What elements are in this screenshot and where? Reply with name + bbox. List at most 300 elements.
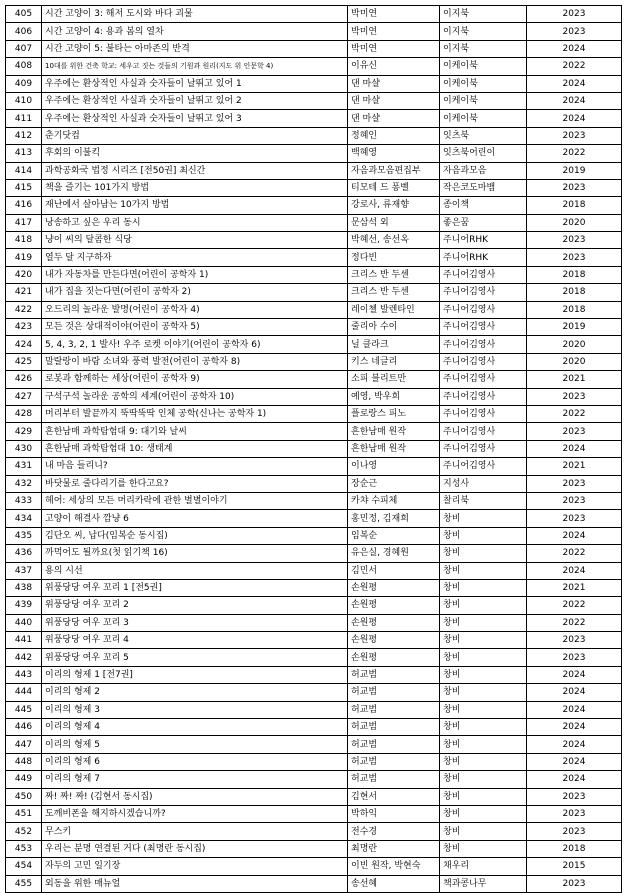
cell-number: 426	[6, 371, 42, 388]
cell-number: 437	[6, 562, 42, 579]
cell-number: 406	[6, 23, 42, 40]
table-row	[6, 92, 622, 109]
cell-publisher: 이지북	[440, 6, 527, 23]
cell-year: 2024	[527, 771, 622, 788]
cell-title: 춘기닷컴	[42, 127, 348, 144]
cell-title: 구석구석 놀라운 공학의 세계(어린이 공학자 10)	[42, 388, 348, 405]
cell-year: 2019	[527, 162, 622, 179]
table-row	[6, 284, 622, 301]
cell-year: 2024	[527, 92, 622, 109]
cell-title: 위풍당당 여우 꼬리 4	[42, 632, 348, 649]
cell-author: 손원평	[348, 579, 440, 596]
cell-year: 2023	[527, 249, 622, 266]
table-row	[6, 475, 622, 492]
table-row	[6, 127, 622, 144]
cell-year: 2024	[527, 666, 622, 683]
table-row	[6, 301, 622, 318]
cell-number: 439	[6, 597, 42, 614]
cell-title: 자두의 고민 일기장	[42, 858, 348, 875]
cell-year: 2021	[527, 458, 622, 475]
cell-number: 428	[6, 405, 42, 422]
cell-number: 434	[6, 510, 42, 527]
cell-title: 로봇과 함께하는 세상(어린이 공학자 9)	[42, 371, 348, 388]
table-row	[6, 684, 622, 701]
cell-publisher: 이케이북	[440, 92, 527, 109]
table-row	[6, 214, 622, 231]
cell-title: 오드리의 놀라운 발명(어린이 공학자 4)	[42, 301, 348, 318]
cell-year: 2023	[527, 232, 622, 249]
cell-publisher: 좋은꿈	[440, 214, 527, 231]
cell-publisher: 창비	[440, 823, 527, 840]
cell-author: 박미연	[348, 23, 440, 40]
table-row	[6, 545, 622, 562]
cell-title: 위풍당당 여우 꼬리 2	[42, 597, 348, 614]
cell-author: 카챠 수피체	[348, 492, 440, 509]
cell-title: 이리의 형제 2	[42, 684, 348, 701]
cell-publisher: 주니어김영사	[440, 301, 527, 318]
cell-year: 2023	[527, 423, 622, 440]
table-row	[6, 736, 622, 753]
cell-title: 이리의 형제 1 [전7권]	[42, 666, 348, 683]
cell-number: 432	[6, 475, 42, 492]
table-row	[6, 336, 622, 353]
cell-author: 닐 클라크	[348, 336, 440, 353]
cell-author: 허교범	[348, 753, 440, 770]
cell-publisher: 이지북	[440, 40, 527, 57]
cell-number: 419	[6, 249, 42, 266]
cell-author: 문삼석 외	[348, 214, 440, 231]
cell-year: 2022	[527, 597, 622, 614]
cell-year: 2023	[527, 510, 622, 527]
cell-publisher: 채우리	[440, 858, 527, 875]
cell-year: 2023	[527, 23, 622, 40]
cell-number: 413	[6, 145, 42, 162]
cell-title: 시간 고양이 4: 용과 봄의 열차	[42, 23, 348, 40]
cell-publisher: 지성사	[440, 475, 527, 492]
cell-number: 440	[6, 614, 42, 631]
cell-publisher: 주니어RHK	[440, 249, 527, 266]
cell-title: 이리의 형제 4	[42, 719, 348, 736]
cell-title: 5, 4, 3, 2, 1 발사! 우주 로켓 이야기(어린이 공학자 6)	[42, 336, 348, 353]
cell-publisher: 창비	[440, 527, 527, 544]
cell-number: 454	[6, 858, 42, 875]
cell-number: 425	[6, 353, 42, 370]
cell-title: 모든 것은 상대적이야(어린이 공학자 5)	[42, 319, 348, 336]
cell-publisher: 창비	[440, 666, 527, 683]
cell-number: 409	[6, 75, 42, 92]
cell-title: 시간 고양이 3: 해저 도시와 바다 괴물	[42, 6, 348, 23]
cell-number: 438	[6, 579, 42, 596]
cell-year: 2024	[527, 527, 622, 544]
cell-year: 2023	[527, 492, 622, 509]
cell-author: 크리스 반 두센	[348, 284, 440, 301]
table-row	[6, 405, 622, 422]
cell-author: 소피 블리트만	[348, 371, 440, 388]
cell-author: 레이첼 발렌타인	[348, 301, 440, 318]
cell-year: 2023	[527, 805, 622, 822]
cell-author: 허교범	[348, 736, 440, 753]
cell-number: 416	[6, 197, 42, 214]
cell-title: 위풍당당 여우 꼬리 5	[42, 649, 348, 666]
cell-publisher: 창비	[440, 649, 527, 666]
cell-year: 2022	[527, 405, 622, 422]
cell-number: 453	[6, 840, 42, 857]
table-row	[6, 6, 622, 23]
cell-title: 위풍당당 여우 꼬리 3	[42, 614, 348, 631]
cell-title: 재난에서 살아남는 10가지 방법	[42, 197, 348, 214]
table-row	[6, 179, 622, 196]
table-row	[6, 632, 622, 649]
table-row	[6, 858, 622, 875]
cell-year: 2024	[527, 40, 622, 57]
cell-year: 2020	[527, 353, 622, 370]
table-row	[6, 232, 622, 249]
cell-title: 헤어: 세상의 모든 머리카락에 관한 별별이야기	[42, 492, 348, 509]
table-row	[6, 319, 622, 336]
table-row	[6, 58, 622, 75]
cell-author: 송선혜	[348, 875, 440, 892]
cell-publisher: 잇츠북어린이	[440, 145, 527, 162]
table-row	[6, 145, 622, 162]
table-row	[6, 75, 622, 92]
table-row	[6, 249, 622, 266]
table-row	[6, 492, 622, 509]
cell-year: 2023	[527, 649, 622, 666]
cell-number: 451	[6, 805, 42, 822]
cell-author: 손원평	[348, 597, 440, 614]
cell-number: 442	[6, 649, 42, 666]
cell-publisher: 주니어김영사	[440, 405, 527, 422]
cell-number: 412	[6, 127, 42, 144]
cell-title: 우주에는 환상적인 사실과 숫자들이 날뛰고 있어 2	[42, 92, 348, 109]
cell-title: 시간 고양이 5: 불타는 아마존의 반격	[42, 40, 348, 57]
cell-publisher: 주니어김영사	[440, 336, 527, 353]
table-row	[6, 388, 622, 405]
cell-year: 2022	[527, 145, 622, 162]
cell-publisher: 창비	[440, 545, 527, 562]
table-row	[6, 40, 622, 57]
cell-number: 441	[6, 632, 42, 649]
cell-publisher: 이케이북	[440, 58, 527, 75]
table-row	[6, 771, 622, 788]
cell-author: 이빈 원작, 박현숙	[348, 858, 440, 875]
cell-year: 2023	[527, 823, 622, 840]
cell-title: 도깨비폰을 해지하시겠습니까?	[42, 805, 348, 822]
cell-number: 430	[6, 440, 42, 457]
cell-year: 2022	[527, 545, 622, 562]
cell-publisher: 창비	[440, 579, 527, 596]
cell-number: 411	[6, 110, 42, 127]
cell-publisher: 창비	[440, 805, 527, 822]
table-row	[6, 371, 622, 388]
cell-number: 427	[6, 388, 42, 405]
book-list-table	[5, 5, 622, 893]
cell-number: 405	[6, 6, 42, 23]
cell-year: 2023	[527, 475, 622, 492]
table-row	[6, 649, 622, 666]
cell-number: 446	[6, 719, 42, 736]
cell-number: 433	[6, 492, 42, 509]
cell-year: 2024	[527, 75, 622, 92]
table-row	[6, 579, 622, 596]
table-row	[6, 823, 622, 840]
cell-author: 박미연	[348, 40, 440, 57]
cell-publisher: 자음과모음	[440, 162, 527, 179]
cell-title: 외동을 위한 매뉴얼	[42, 875, 348, 892]
cell-year: 2021	[527, 579, 622, 596]
cell-title: 이리의 형제 5	[42, 736, 348, 753]
cell-author: 흔한남매 원작	[348, 440, 440, 457]
cell-title: 우주에는 환상적인 사실과 숫자들이 날뛰고 있어 3	[42, 110, 348, 127]
cell-number: 443	[6, 666, 42, 683]
cell-number: 447	[6, 736, 42, 753]
cell-author: 정혜인	[348, 127, 440, 144]
table-row	[6, 614, 622, 631]
cell-title: 우리는 분명 연결된 거다 (최명란 동시집)	[42, 840, 348, 857]
cell-author: 이유신	[348, 58, 440, 75]
cell-title: 용의 시선	[42, 562, 348, 579]
cell-year: 2024	[527, 753, 622, 770]
cell-year: 2024	[527, 701, 622, 718]
cell-number: 448	[6, 753, 42, 770]
cell-title: 머리부터 발끝까지 뚝딱뚝딱 인체 공학(신나는 공학자 1)	[42, 405, 348, 422]
cell-publisher: 창비	[440, 562, 527, 579]
cell-author: 최명란	[348, 840, 440, 857]
cell-author: 장순근	[348, 475, 440, 492]
table-row	[6, 840, 622, 857]
cell-number: 408	[6, 58, 42, 75]
cell-author: 박미연	[348, 6, 440, 23]
cell-publisher: 주니어김영사	[440, 284, 527, 301]
cell-title: 10대를 위한 건축 학교: 세우고 짓는 것들의 기원과 원리(지도 위 인문학 4)	[42, 58, 348, 75]
cell-publisher: 창비	[440, 614, 527, 631]
cell-author: 강로사, 류재향	[348, 197, 440, 214]
cell-number: 445	[6, 701, 42, 718]
table-row	[6, 458, 622, 475]
cell-publisher: 이케이북	[440, 110, 527, 127]
cell-number: 410	[6, 92, 42, 109]
cell-author: 홍민정, 김재희	[348, 510, 440, 527]
cell-year: 2023	[527, 127, 622, 144]
table-row	[6, 510, 622, 527]
cell-year: 2023	[527, 632, 622, 649]
cell-year: 2024	[527, 719, 622, 736]
cell-title: 이리의 형제 6	[42, 753, 348, 770]
cell-year: 2024	[527, 736, 622, 753]
cell-year: 2024	[527, 440, 622, 457]
cell-number: 429	[6, 423, 42, 440]
cell-publisher: 책과콩나무	[440, 875, 527, 892]
cell-title: 짜! 짜! 짜! (김현서 동시집)	[42, 788, 348, 805]
cell-author: 김현서	[348, 788, 440, 805]
table-row	[6, 701, 622, 718]
cell-author: 키스 네글리	[348, 353, 440, 370]
table-row	[6, 719, 622, 736]
cell-year: 2018	[527, 840, 622, 857]
cell-number: 424	[6, 336, 42, 353]
cell-number: 414	[6, 162, 42, 179]
cell-publisher: 주니어김영사	[440, 319, 527, 336]
cell-author: 박하익	[348, 805, 440, 822]
cell-author: 허교범	[348, 719, 440, 736]
cell-publisher: 창비	[440, 632, 527, 649]
cell-number: 407	[6, 40, 42, 57]
table-row	[6, 266, 622, 283]
cell-author: 손원평	[348, 614, 440, 631]
cell-author: 박혜선, 송선옥	[348, 232, 440, 249]
cell-publisher: 창비	[440, 701, 527, 718]
cell-author: 허교범	[348, 666, 440, 683]
cell-year: 2023	[527, 875, 622, 892]
cell-publisher: 주니어김영사	[440, 266, 527, 283]
cell-year: 2015	[527, 858, 622, 875]
cell-number: 431	[6, 458, 42, 475]
cell-author: 자음과모음편집부	[348, 162, 440, 179]
cell-number: 417	[6, 214, 42, 231]
table-row	[6, 23, 622, 40]
cell-publisher: 이케이북	[440, 75, 527, 92]
cell-title: 내가 자동차를 만든다면(어린이 공학자 1)	[42, 266, 348, 283]
cell-title: 이리의 형제 7	[42, 771, 348, 788]
cell-publisher: 창비	[440, 788, 527, 805]
cell-number: 418	[6, 232, 42, 249]
cell-publisher: 작은코도마뱀	[440, 179, 527, 196]
cell-year: 2022	[527, 614, 622, 631]
cell-number: 450	[6, 788, 42, 805]
cell-title: 냥이 씨의 달콤한 식당	[42, 232, 348, 249]
cell-author: 허교범	[348, 701, 440, 718]
cell-year: 2023	[527, 788, 622, 805]
table-row	[6, 788, 622, 805]
cell-publisher: 주니어김영사	[440, 423, 527, 440]
cell-author: 댄 마샬	[348, 110, 440, 127]
table-row	[6, 527, 622, 544]
cell-author: 예영, 박우희	[348, 388, 440, 405]
cell-number: 455	[6, 875, 42, 892]
cell-year: 2024	[527, 684, 622, 701]
cell-author: 이나영	[348, 458, 440, 475]
cell-title: 바닷물로 줄다리기를 한다고요?	[42, 475, 348, 492]
cell-author: 정다빈	[348, 249, 440, 266]
cell-title: 우주에는 환상적인 사실과 숫자들이 날뛰고 있어 1	[42, 75, 348, 92]
cell-publisher: 찰리북	[440, 492, 527, 509]
cell-publisher: 창비	[440, 771, 527, 788]
cell-number: 422	[6, 301, 42, 318]
cell-title: 김단오 씨, 납다(임복순 동시집)	[42, 527, 348, 544]
cell-number: 421	[6, 284, 42, 301]
cell-publisher: 창비	[440, 597, 527, 614]
cell-publisher: 주니어RHK	[440, 232, 527, 249]
cell-number: 420	[6, 266, 42, 283]
cell-number: 415	[6, 179, 42, 196]
table-row	[6, 875, 622, 892]
cell-author: 김민서	[348, 562, 440, 579]
cell-number: 436	[6, 545, 42, 562]
cell-title: 내 마음 들리니?	[42, 458, 348, 475]
cell-author: 댄 마샬	[348, 92, 440, 109]
cell-publisher: 창비	[440, 719, 527, 736]
cell-author: 허교범	[348, 771, 440, 788]
cell-publisher: 주니어김영사	[440, 458, 527, 475]
cell-publisher: 창비	[440, 510, 527, 527]
cell-publisher: 이지북	[440, 23, 527, 40]
cell-year: 2021	[527, 371, 622, 388]
cell-year: 2018	[527, 301, 622, 318]
table-row	[6, 666, 622, 683]
cell-author: 허교범	[348, 684, 440, 701]
cell-title: 위풍당당 여우 꼬리 1 [전5권]	[42, 579, 348, 596]
cell-author: 전수경	[348, 823, 440, 840]
cell-year: 2023	[527, 388, 622, 405]
cell-year: 2020	[527, 214, 622, 231]
cell-title: 후회의 이불킥	[42, 145, 348, 162]
table-row	[6, 562, 622, 579]
cell-year: 2018	[527, 284, 622, 301]
cell-publisher: 주니어김영사	[440, 388, 527, 405]
cell-author: 티모테 드 퐁벨	[348, 179, 440, 196]
cell-publisher: 종이책	[440, 197, 527, 214]
cell-title: 흔한남매 과학탐험대 9: 대기와 날씨	[42, 423, 348, 440]
cell-title: 까먹어도 될까요(첫 읽기책 16)	[42, 545, 348, 562]
cell-year: 2024	[527, 562, 622, 579]
cell-title: 고양이 해결사 깜냥 6	[42, 510, 348, 527]
cell-title: 무스키	[42, 823, 348, 840]
table-row	[6, 423, 622, 440]
cell-year: 2018	[527, 266, 622, 283]
cell-publisher: 창비	[440, 684, 527, 701]
cell-year: 2023	[527, 6, 622, 23]
cell-number: 452	[6, 823, 42, 840]
cell-publisher: 주니어김영사	[440, 371, 527, 388]
cell-author: 손원평	[348, 649, 440, 666]
cell-year: 2024	[527, 110, 622, 127]
table-row	[6, 162, 622, 179]
table-row	[6, 197, 622, 214]
cell-author: 흔한남매 원작	[348, 423, 440, 440]
cell-author: 임복순	[348, 527, 440, 544]
cell-year: 2022	[527, 58, 622, 75]
cell-year: 2019	[527, 319, 622, 336]
cell-title: 낭송하고 싶은 우리 동시	[42, 214, 348, 231]
table-row	[6, 440, 622, 457]
cell-author: 줄리아 수이	[348, 319, 440, 336]
cell-author: 크리스 반 두센	[348, 266, 440, 283]
cell-year: 2020	[527, 336, 622, 353]
cell-author: 플로랑스 피노	[348, 405, 440, 422]
cell-title: 말랄랑이 바람 소녀와 풍력 발전(어린이 공학자 8)	[42, 353, 348, 370]
cell-number: 449	[6, 771, 42, 788]
cell-title: 이리의 형제 3	[42, 701, 348, 718]
cell-number: 435	[6, 527, 42, 544]
cell-number: 444	[6, 684, 42, 701]
cell-publisher: 잇츠북	[440, 127, 527, 144]
cell-author: 유은실, 경혜원	[348, 545, 440, 562]
table-row	[6, 597, 622, 614]
cell-publisher: 주니어김영사	[440, 353, 527, 370]
cell-title: 과학공화국 법정 시리즈 [전50권] 최신간	[42, 162, 348, 179]
cell-author: 백혜영	[348, 145, 440, 162]
cell-title: 열두 달 지구하자	[42, 249, 348, 266]
table-row	[6, 805, 622, 822]
cell-author: 댄 마샬	[348, 75, 440, 92]
cell-number: 423	[6, 319, 42, 336]
book-list-body	[6, 6, 622, 893]
cell-title: 내가 집을 짓는다면(어린이 공학자 2)	[42, 284, 348, 301]
cell-publisher: 창비	[440, 736, 527, 753]
cell-title: 책을 즐기는 101가지 방법	[42, 179, 348, 196]
table-row	[6, 110, 622, 127]
cell-year: 2018	[527, 197, 622, 214]
